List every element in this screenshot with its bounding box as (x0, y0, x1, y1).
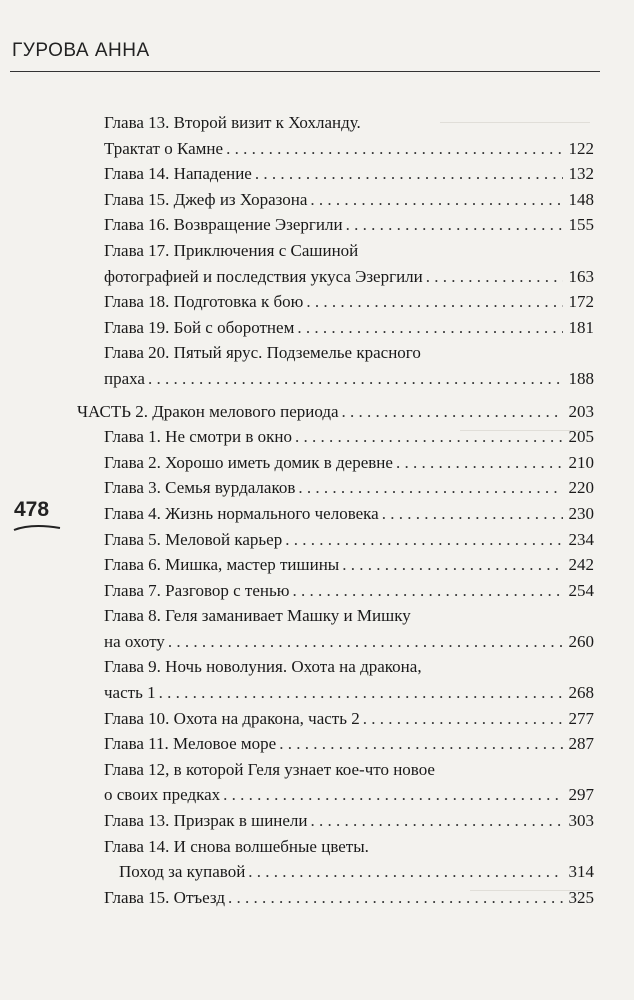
toc-entry-title-line: Трактат о Камне (104, 138, 224, 158)
toc-entry-title-line: Глава 20. Пятый ярус. Подземелье красного (104, 343, 421, 363)
leader-dots (168, 629, 563, 655)
toc-entry-title-line: Глава 3. Семья вурдалаков (104, 478, 296, 498)
leader-dots (346, 212, 563, 238)
toc-page-number: 254 (568, 580, 594, 600)
toc-page-number: 268 (568, 683, 594, 703)
toc-entry-title-line: часть 1 (104, 683, 156, 703)
toc-entry-title-line: праха (104, 368, 145, 388)
leader-dots (248, 859, 563, 885)
header-rule (10, 71, 600, 72)
toc-entry (104, 161, 594, 187)
toc-page-number: 260 (568, 631, 594, 651)
toc-page-number: 205 (568, 427, 594, 447)
running-header: ГУРОВА АННА (12, 40, 150, 61)
toc-entry-title-line: Глава 14. И снова волшебные цветы. (104, 836, 369, 856)
leader-dots (255, 161, 563, 187)
page-number: 478 (14, 498, 50, 521)
toc-entry-title-line: Глава 12, в которой Геля узнает кое-что новое (104, 759, 435, 779)
leader-dots (159, 680, 563, 706)
toc-entry-title-line: Глава 9. Ночь новолуния. Охота на дракона, (104, 657, 422, 677)
toc-page-number: 325 (568, 887, 594, 907)
toc-page-number: 210 (568, 452, 594, 472)
toc-entry-title-line: Глава 11. Меловое море (104, 734, 277, 754)
toc-entry (104, 187, 594, 213)
leader-dots (342, 552, 563, 578)
toc-entry (104, 450, 594, 476)
toc-page-number: 155 (568, 215, 594, 235)
toc-page-number: 220 (568, 478, 594, 498)
toc-page-number: 203 (568, 401, 594, 421)
toc-entry-title-line: Глава 13. Второй визит к Хохланду. (104, 113, 361, 132)
toc-entry-title-line: Поход за купавой (119, 862, 246, 882)
toc-page-number: 148 (568, 189, 594, 209)
leader-dots (306, 289, 563, 315)
toc-entry-title-line: Глава 17. Приключения с Сашиной (104, 240, 359, 260)
toc-entry (104, 834, 594, 885)
leader-dots (285, 527, 563, 553)
toc-entry (104, 552, 594, 578)
toc-entry-title-line: Глава 18. Подготовка к бою (104, 292, 304, 312)
leader-dots (310, 187, 563, 213)
toc-entry-title-line: Глава 14. Нападение (104, 164, 252, 184)
toc-entry-title-line: Глава 4. Жизнь нормального человека (104, 503, 379, 523)
toc-page-number: 122 (568, 138, 594, 158)
leader-dots (298, 475, 563, 501)
toc-page-number: 172 (568, 292, 594, 312)
leader-dots (223, 782, 563, 808)
toc-page-number: 277 (568, 708, 594, 728)
leader-dots (396, 450, 563, 476)
toc-page-number: 163 (568, 266, 594, 286)
toc-page-number: 181 (568, 317, 594, 337)
toc-entry (104, 501, 594, 527)
toc-entry (104, 808, 594, 834)
toc-entry (104, 110, 594, 161)
toc-entry-title-line: Глава 15. Отъезд (104, 887, 225, 907)
toc-page-number: 132 (568, 164, 594, 184)
leader-dots (226, 136, 563, 162)
toc-entry (104, 424, 594, 450)
toc-entry (104, 731, 594, 757)
toc-page-number: 234 (568, 529, 594, 549)
leader-dots (295, 424, 563, 450)
toc-entry-title-line: Глава 10. Охота на дракона, часть 2 (104, 708, 360, 728)
toc-entry-title-line: Глава 7. Разговор с тенью (104, 580, 290, 600)
toc-entry-title-line: Глава 19. Бой с оборотнем (104, 317, 295, 337)
toc-part-entry (77, 399, 594, 425)
leader-dots (342, 399, 563, 425)
toc-entry-title-line: Глава 8. Геля заманивает Машку и Мишку (104, 606, 411, 626)
toc-entry-title-line: Глава 1. Не смотри в окно (104, 427, 292, 447)
toc-entry (104, 603, 594, 654)
toc-entry (104, 315, 594, 341)
toc-entry (104, 475, 594, 501)
toc-page-number: 303 (568, 811, 594, 831)
toc-entry-title-line: Глава 15. Джеф из Хоразона (104, 189, 308, 209)
toc-page-number: 188 (568, 368, 594, 388)
toc-entry (104, 527, 594, 553)
toc-entry (104, 757, 594, 808)
leader-dots (311, 808, 563, 834)
toc-page-number: 242 (568, 555, 594, 575)
page-number-underline (12, 523, 62, 533)
toc-entry-title-line: на охоту (104, 631, 165, 651)
toc-entry-title-line: Глава 6. Мишка, мастер тишины (104, 555, 340, 575)
toc-entry-title-line: Глава 16. Возвращение Эзергили (104, 215, 343, 235)
toc-page-number: 287 (568, 734, 594, 754)
toc-entry-title-line: о своих предках (104, 785, 221, 805)
toc-entry-title-line: Глава 13. Призрак в шинели (104, 811, 308, 831)
toc-entry (104, 885, 594, 911)
leader-dots (297, 315, 563, 341)
leader-dots (363, 706, 563, 732)
toc-entry (104, 706, 594, 732)
leader-dots (148, 366, 563, 392)
toc-entry-title-line: фотографией и последствия укуса Эзергили (104, 266, 423, 286)
toc-entry (104, 578, 594, 604)
leader-dots (426, 264, 563, 290)
toc-entry-title-line: Глава 5. Меловой карьер (104, 529, 283, 549)
toc-page-number: 314 (568, 862, 594, 882)
table-of-contents (77, 110, 594, 910)
toc-entry-title-line: Глава 2. Хорошо иметь домик в деревне (104, 452, 393, 472)
toc-page-number: 230 (568, 503, 594, 523)
toc-entry (104, 289, 594, 315)
toc-entry (104, 212, 594, 238)
leader-dots (279, 731, 563, 757)
toc-entry (104, 238, 594, 289)
toc-page-number: 297 (568, 785, 594, 805)
leader-dots (292, 578, 563, 604)
toc-entry-title-line: ЧАСТЬ 2. Дракон мелового периода (77, 401, 339, 421)
toc-entry (104, 340, 594, 391)
toc-entry (104, 654, 594, 705)
leader-dots (228, 885, 563, 911)
leader-dots (382, 501, 563, 527)
